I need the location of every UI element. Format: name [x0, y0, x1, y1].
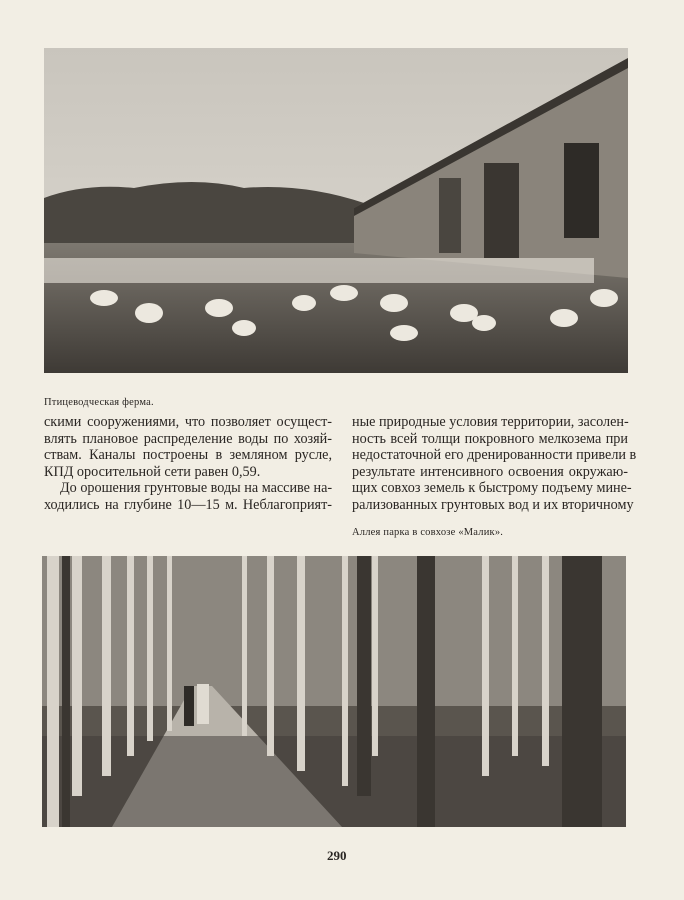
text-line: скими сооружениями, что позволяет осущест-	[44, 414, 332, 430]
text-line: результате интенсивного освоения окружаю-	[352, 463, 628, 480]
text-line: ходились на глубине 10—15 м. Неблагоприят-	[44, 496, 332, 513]
text-line: ствам. Каналы построены в земляном русле,	[44, 447, 332, 464]
top-photo-caption: Птицеводческая ферма.	[44, 397, 154, 408]
text-line: рализованных грунтовых вод и их вторичному	[352, 496, 634, 513]
bottom-photo-caption: Аллея парка в совхозе «Малик».	[352, 527, 504, 538]
text-line: ные природные условия территории, засолен-	[352, 414, 629, 430]
left-text-column	[44, 414, 332, 514]
text-line: влять плановое распределение воды по хозяй-	[44, 430, 332, 447]
text-line: КПД оросительной сети равен 0,59.	[44, 463, 261, 480]
right-text-column	[352, 414, 637, 514]
text-line: До орошения грунтовые воды на массиве на-	[60, 480, 333, 497]
park-alley-photo	[42, 556, 626, 827]
text-line: недостаточной его дренированности привели в	[352, 447, 637, 464]
text-line: ность всей толщи покровного мелкозема при	[352, 430, 628, 447]
text-line: щих совхоз земель к быстрому подъему мине-	[352, 480, 632, 497]
page-number: 290	[327, 848, 347, 863]
poultry-farm-photo	[44, 48, 628, 373]
